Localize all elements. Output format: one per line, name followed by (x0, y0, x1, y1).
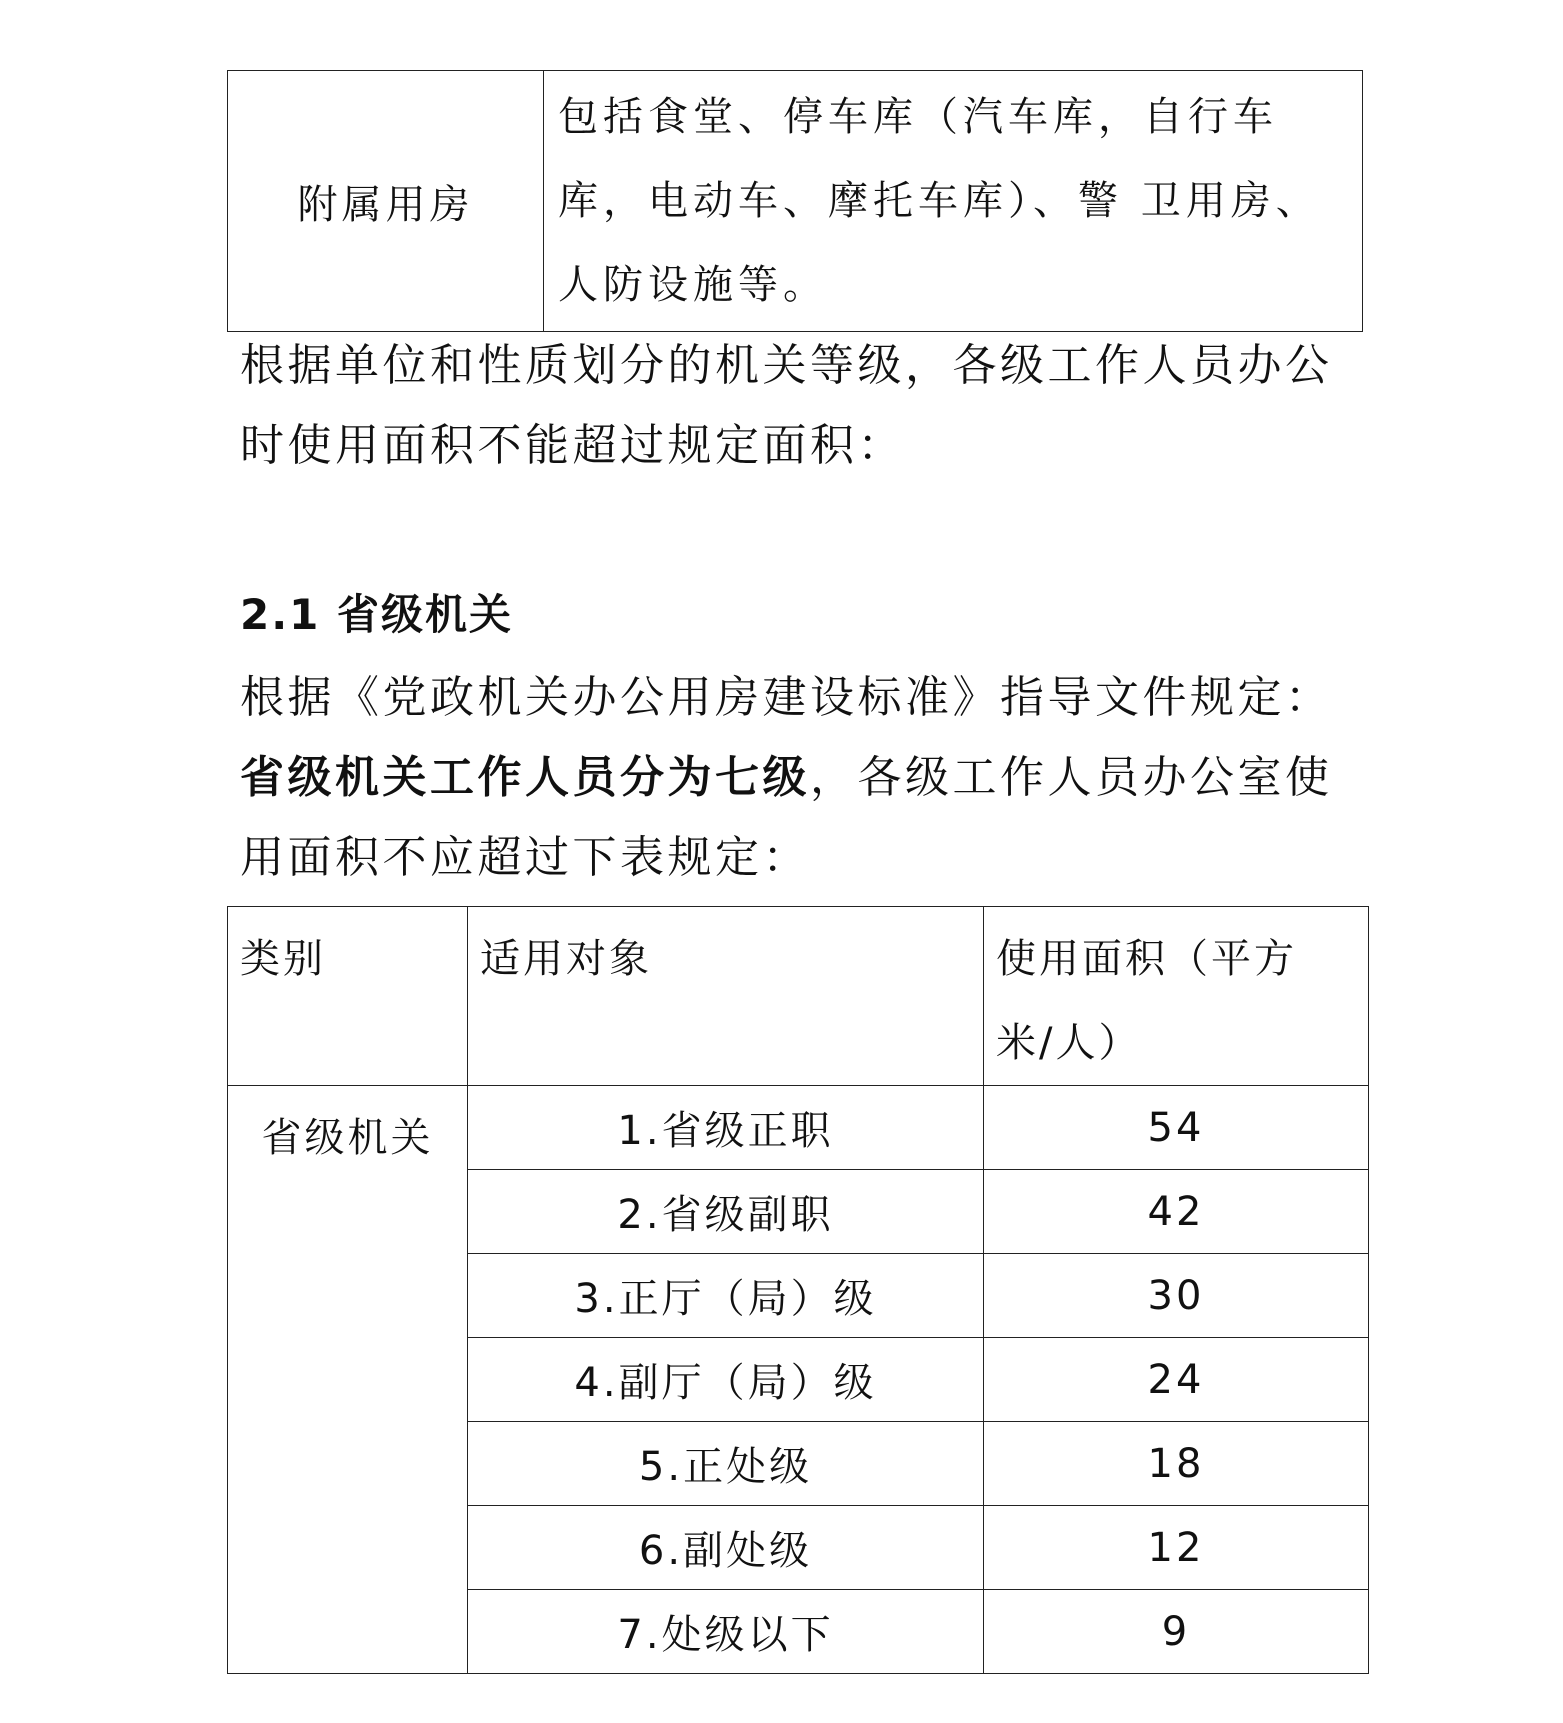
table-row (228, 71, 1363, 332)
standard-line1: 根据《党政机关办公用房建设标准》指导文件规定： (240, 672, 1333, 723)
area-cell: 9 (984, 1590, 1369, 1674)
office-area-table (227, 906, 1369, 1674)
annex-room-label: 附属用房 (228, 71, 544, 332)
section-heading: 2.1 省级机关 (240, 590, 514, 639)
target-cell: 6.副处级 (468, 1506, 984, 1590)
target-cell: 3.正厅（局）级 (468, 1254, 984, 1338)
target-cell: 4.副厅（局）级 (468, 1338, 984, 1422)
category-cell: 省级机关 (228, 1086, 468, 1674)
target-cell: 5.正处级 (468, 1422, 984, 1506)
header-target: 适用对象 (468, 907, 984, 1086)
area-cell: 54 (984, 1086, 1369, 1170)
standard-paragraph (240, 658, 1360, 898)
area-cell: 24 (984, 1338, 1369, 1422)
header-area: 使用面积（平方米/人） (984, 907, 1369, 1086)
target-cell: 1.省级正职 (468, 1086, 984, 1170)
area-cell: 30 (984, 1254, 1369, 1338)
target-cell: 2.省级副职 (468, 1170, 984, 1254)
area-cell: 42 (984, 1170, 1369, 1254)
header-category: 类别 (228, 907, 468, 1086)
bold-statement: 省级机关工作人员分为七级 (240, 752, 810, 803)
area-cell: 18 (984, 1422, 1369, 1506)
annex-room-description: 包括食堂、停车库（汽车库，自行车库，电动车、摩托车库）、警 卫用房、人防设施等。 (544, 71, 1363, 332)
standard-rest: ，各级工作人员办公室使用面积不应超过下表规定： (240, 752, 1333, 883)
target-cell: 7.处级以下 (468, 1590, 984, 1674)
annex-room-table (227, 70, 1363, 332)
intro-paragraph: 根据单位和性质划分的机关等级，各级工作人员办公时使用面积不能超过规定面积： (240, 340, 1333, 471)
area-cell: 12 (984, 1506, 1369, 1590)
table-row (228, 1086, 1369, 1170)
table-header-row (228, 907, 1369, 1086)
